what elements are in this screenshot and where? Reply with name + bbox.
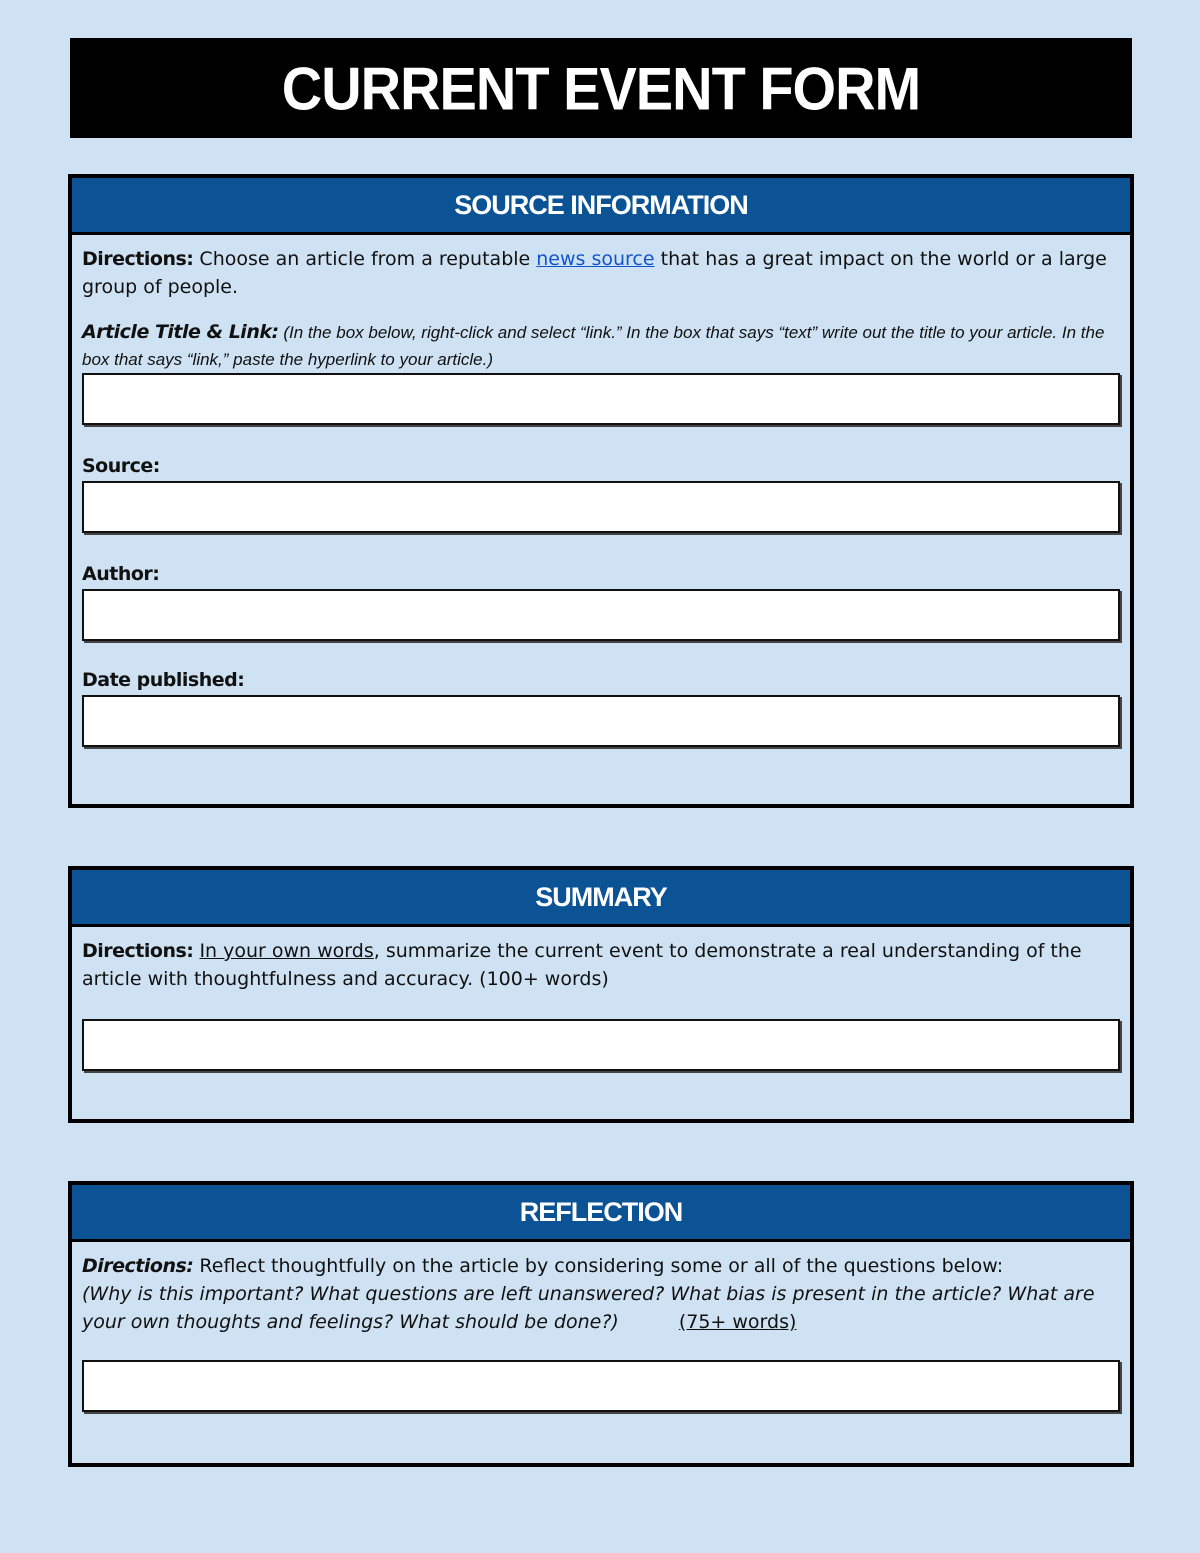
summary-input[interactable] xyxy=(82,1019,1120,1071)
summary-directions-text: , summarize the current event to demonstrate a real understanding of the article with thoughtfulness and accuracy. (100+ words) xyxy=(82,940,1082,990)
reflection-questions: (Why is this important? What questions are left unanswered? What bias is present in the article? What are your own thoughts and feelings? What should be done?) xyxy=(82,1283,1095,1333)
source-information-header: SOURCE INFORMATION xyxy=(72,178,1130,235)
directions-label: Directions: xyxy=(82,248,194,270)
reflection-section xyxy=(68,1181,1134,1467)
source-information-section xyxy=(68,174,1134,808)
summary-directions xyxy=(82,937,1122,993)
title-bar xyxy=(70,38,1132,138)
reflection-directions-label: Directions: xyxy=(82,1255,194,1277)
article-title-link-input[interactable] xyxy=(82,373,1120,425)
summary-header: SUMMARY xyxy=(72,870,1130,927)
page-title: CURRENT EVENT FORM xyxy=(281,53,921,123)
reflection-directions-text: Reflect thoughtfully on the article by considering some or all of the questions below: xyxy=(193,1255,1004,1277)
directions-text-1: Choose an article from a reputable xyxy=(193,248,537,270)
reflection-directions xyxy=(82,1252,1122,1280)
article-title-label: Article Title & Link: xyxy=(82,321,279,343)
summary-body xyxy=(72,927,1130,1071)
source-directions xyxy=(82,245,1122,301)
summary-directions-underlined: In your own words xyxy=(199,940,374,962)
reflection-questions-line xyxy=(82,1280,1122,1336)
date-published-label: Date published: xyxy=(82,669,245,691)
reflection-word-count: (75+ words) xyxy=(678,1311,797,1333)
date-published-input[interactable] xyxy=(82,695,1120,747)
reflection-header: REFLECTION xyxy=(72,1185,1130,1242)
reflection-body xyxy=(72,1242,1130,1412)
source-information-body xyxy=(72,235,1130,747)
article-title-instructions xyxy=(82,319,1122,373)
author-input[interactable] xyxy=(82,589,1120,641)
source-label: Source: xyxy=(82,455,160,477)
summary-directions-label: Directions: xyxy=(82,940,194,962)
directions-text-2: that has a great impact on the world or a large group of people. xyxy=(82,248,1107,298)
news-source-link[interactable]: news source xyxy=(536,248,655,270)
author-label: Author: xyxy=(82,563,160,585)
reflection-input[interactable] xyxy=(82,1360,1120,1412)
summary-section xyxy=(68,866,1134,1123)
source-input[interactable] xyxy=(82,481,1120,533)
article-instructions-text: (In the box below, right-click and select “link.” In the box that says “text” write out the title to your article. In the box that says “link,” paste the hyperlink to your article.) xyxy=(82,323,1105,369)
